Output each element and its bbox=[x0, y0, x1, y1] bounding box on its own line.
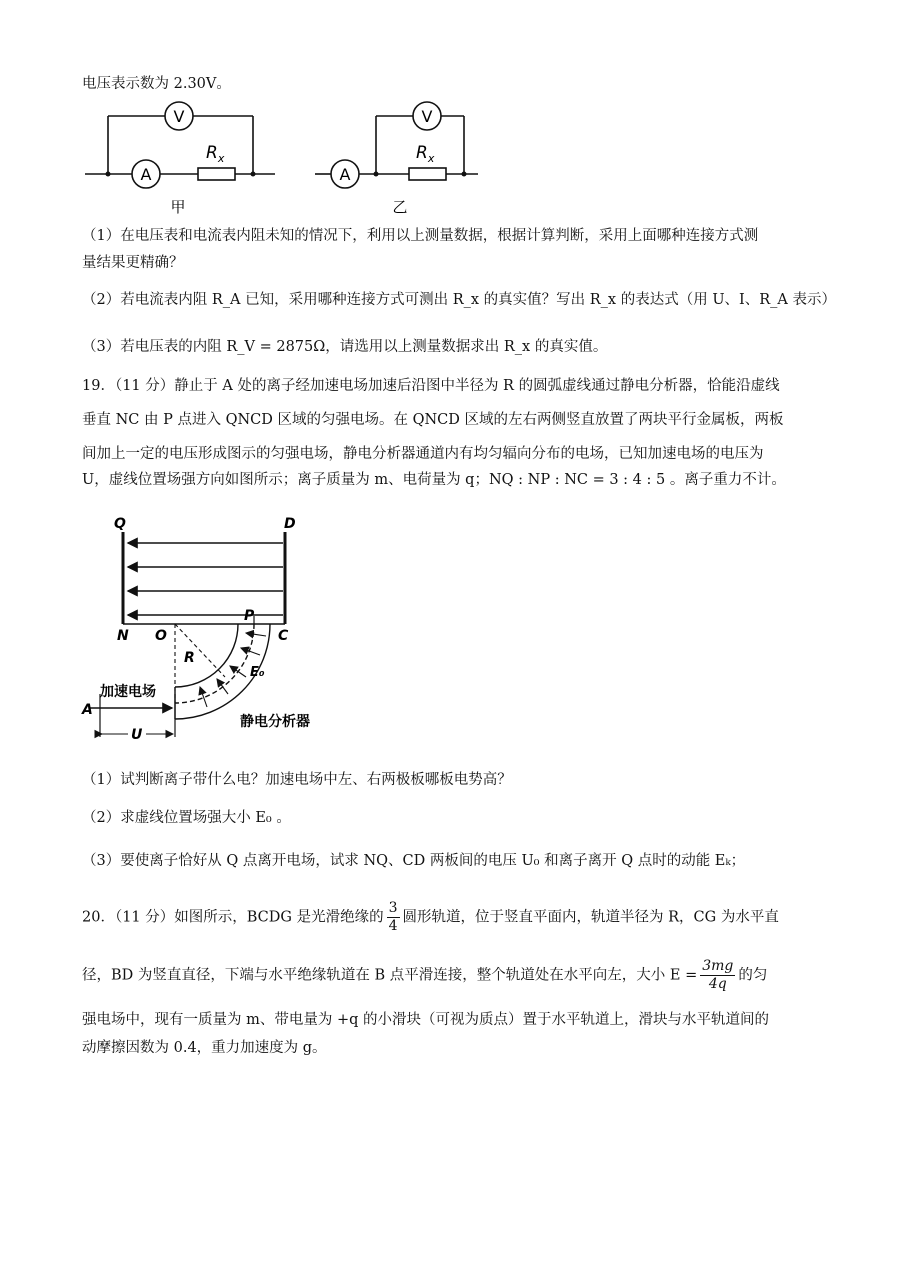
q19-line1: 19．（11 分）静止于 A 处的离子经加速电场加速后沿图中半径为 R 的圆弧虚线通过静电分析器，恰能沿虚线 bbox=[82, 378, 780, 394]
label-R: R bbox=[184, 650, 195, 666]
label-U: U bbox=[131, 727, 143, 743]
label-E0: E₀ bbox=[250, 665, 265, 680]
label-analyzer: 静电分析器 bbox=[240, 714, 310, 730]
label-yi: 乙 bbox=[392, 198, 408, 216]
label-P: P bbox=[244, 608, 255, 624]
q20-line1: 20．（11 分）如图所示，BCDG 是光滑绝缘的 $\frac{3}{4}$ 圆形轨道，位于竖直平面内，轨道半径为 R，CG 为水平直 bbox=[82, 900, 779, 934]
q19-s3: （3）要使离子恰好从 Q 点离开电场，试求 NQ、CD 两板间的电压 U₀ 和离子离开 Q 点时的动能 Eₖ； bbox=[82, 853, 746, 869]
resistor-label-yi: $R_x$ bbox=[416, 143, 435, 165]
label-N: N bbox=[117, 628, 129, 644]
q19-line2: 垂直 NC 由 P 点进入 QNCD 区域的匀强电场。在 QNCD 区域的左右两侧竖直放置了两块平行金属板，两板 bbox=[82, 412, 784, 428]
q19-s2: （2）求虚线位置场强大小 E₀ 。 bbox=[82, 810, 291, 826]
label-accel: 加速电场 bbox=[100, 684, 156, 700]
q18-p3: （3）若电压表的内阻 R_V = 2875Ω，请选用以上测量数据求出 R_x 的真实值。 bbox=[82, 339, 608, 355]
q18-p2: （2）若电流表内阻 R_A 已知，采用哪种连接方式可测出 R_x 的真实值？写出 R_x 的表达式（用 U、I、R_A 表示） bbox=[82, 292, 837, 308]
voltmeter-label-jia: V bbox=[173, 107, 185, 126]
intro-line: 电压表示数为 2.30V。 bbox=[82, 76, 231, 92]
q20-line3: 强电场中，现有一质量为 m、带电量为 +q 的小滑块（可视为质点）置于水平轨道上，滑块与水平轨道间的 bbox=[82, 1012, 770, 1028]
fraction-E: $\frac{3mg}{4q}$ bbox=[702, 958, 734, 992]
q19-line3: 间加上一定的电压形成图示的匀强电场，静电分析器通道内有均匀辐向分布的电场，已知加速电场的电压为 bbox=[82, 446, 764, 462]
q20-line4: 动摩擦因数为 0.4，重力加速度为 g。 bbox=[82, 1040, 327, 1056]
label-jia: 甲 bbox=[170, 198, 186, 216]
label-D: D bbox=[284, 516, 296, 532]
label-O: O bbox=[155, 628, 167, 644]
q18-p1-line2: 量结果更精确？ bbox=[82, 255, 184, 271]
q19-s1: （1）试判断离子带什么电？加速电场中左、右两极板哪板电势高？ bbox=[82, 772, 512, 788]
voltmeter-label-yi: V bbox=[421, 107, 433, 126]
label-A: A bbox=[82, 702, 93, 718]
q19-figure bbox=[80, 512, 340, 752]
fraction-3-4: $\frac{3}{4}$ bbox=[388, 900, 398, 934]
label-C: C bbox=[278, 628, 289, 644]
q19-line4: U，虚线位置场强方向如图所示；离子质量为 m、电荷量为 q；NQ : NP : NC = 3 : 4 : 5 。离子重力不计。 bbox=[82, 472, 786, 488]
q20-line2: 径，BD 为竖直直径，下端与水平绝缘轨道在 B 点平滑连接，整个轨道处在水平向左，大小 E = $\frac{3mg}{4q}$ 的匀 bbox=[82, 958, 768, 992]
label-Q: Q bbox=[114, 516, 126, 532]
ammeter-label-jia: A bbox=[140, 165, 152, 184]
ammeter-label-yi: A bbox=[339, 165, 351, 184]
q18-p1-line1: （1）在电压表和电流表内阻未知的情况下，利用以上测量数据，根据计算判断，采用上面哪种连接方式测 bbox=[82, 228, 759, 244]
circuit-diagrams bbox=[80, 98, 480, 218]
resistor-label-jia: $R_x$ bbox=[206, 143, 225, 165]
